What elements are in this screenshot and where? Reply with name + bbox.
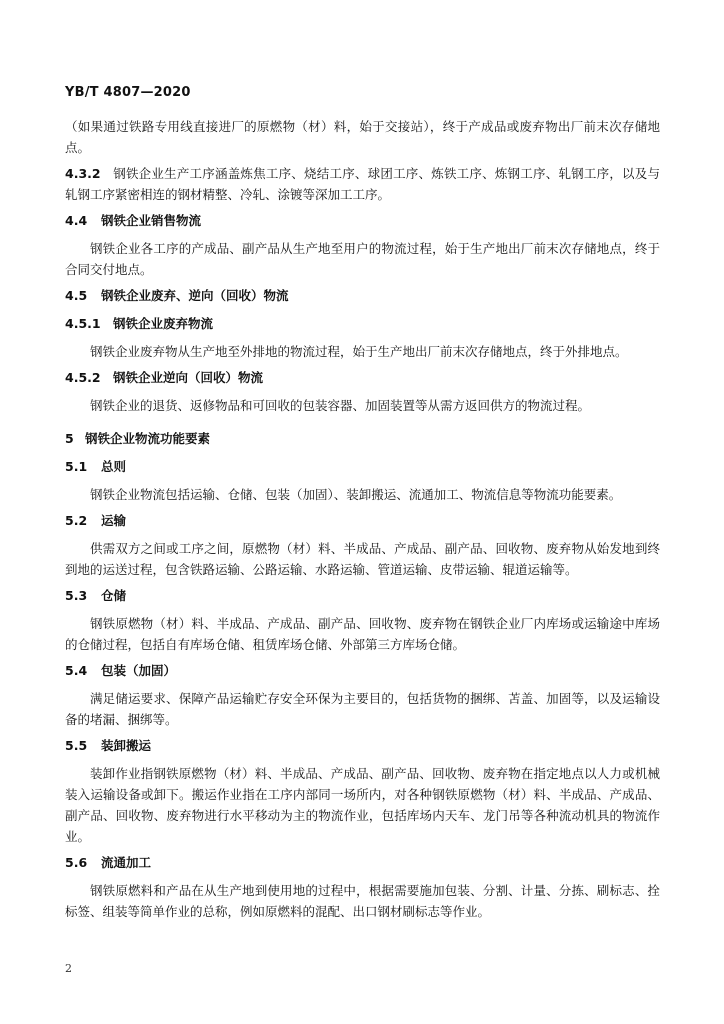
section-title: 钢铁企业废弃、逆向（回收）物流 bbox=[101, 288, 289, 303]
section-heading bbox=[65, 210, 660, 231]
page-number: 2 bbox=[65, 962, 72, 975]
paragraph: 供需双方之间或工序之间，原燃物（材）料、半成品、产成品、副产品、回收物、废弃物从始发地到终到地的运送过程，包含铁路运输、公路运输、水路运输、管道运输、皮带运输、辊道运输等。 bbox=[65, 541, 660, 577]
section-heading bbox=[65, 456, 660, 477]
document-body bbox=[65, 116, 660, 927]
section-title: 钢铁企业废弃物流 bbox=[113, 316, 214, 331]
paragraph: 钢铁企业的退货、返修物品和可回收的包装容器、加固装置等从需方返回供方的物流过程。 bbox=[90, 398, 591, 413]
section-title: 总则 bbox=[101, 459, 127, 474]
paragraph: 钢铁原燃物（材）料、半成品、产成品、副产品、回收物、废弃物在钢铁企业厂内库场或运输途中库场的仓储过程，包括自有库场仓储、租赁库场仓储、外部第三方库场仓储。 bbox=[65, 616, 660, 652]
section-number: 5.4 bbox=[65, 663, 88, 678]
paragraph: 钢铁企业物流包括运输、仓储、包装（加固）、装卸搬运、流通加工、物流信息等物流功能要素。 bbox=[90, 487, 622, 502]
paragraph: 钢铁原燃料和产品在从生产地到使用地的过程中，根据需要施加包装、分割、计量、分拣、刷标志、拴标签、组装等简单作业的总称，例如原燃料的混配、出口钢材刷标志等作业。 bbox=[65, 883, 660, 919]
section-title: 包装（加固） bbox=[101, 663, 177, 678]
section-heading bbox=[65, 510, 660, 531]
section-number: 5.6 bbox=[65, 855, 88, 870]
section-heading bbox=[65, 852, 660, 873]
section-heading bbox=[65, 285, 660, 306]
paragraph: 装卸作业指钢铁原燃物（材）料、半成品、产成品、副产品、回收物、废弃物在指定地点以人力或机械装入运输设备或卸下。搬运作业指在工序内部同一场所内，对各种钢铁原燃物（材）料、半成品、产成品、副产品、回收物、废弃物进行水平移动为主的物流作业，包括库场内天车、龙门吊等各种流动机具的物流作业。 bbox=[65, 766, 660, 844]
section-number: 5.3 bbox=[65, 588, 88, 603]
section-title: 钢铁企业物流功能要素 bbox=[85, 431, 211, 446]
paragraph: 钢铁企业各工序的产成品、副产品从生产地至用户的物流过程，始于生产地出厂前末次存储地点，终于合同交付地点。 bbox=[65, 241, 660, 277]
section-title: 钢铁企业逆向（回收）物流 bbox=[113, 370, 264, 385]
section-number: 4.5 bbox=[65, 288, 88, 303]
section-number: 4.4 bbox=[65, 213, 88, 228]
section-number: 5.2 bbox=[65, 513, 88, 528]
section-heading bbox=[65, 313, 660, 334]
section-number: 4.5.2 bbox=[65, 370, 101, 385]
section-title: 运输 bbox=[101, 513, 127, 528]
paragraph: 钢铁企业废弃物从生产地至外排地的物流过程，始于生产地出厂前末次存储地点，终于外排地点。 bbox=[90, 344, 628, 359]
section-number: 5.1 bbox=[65, 459, 88, 474]
section-heading bbox=[65, 585, 660, 606]
section-title: 流通加工 bbox=[101, 855, 152, 870]
section-number: 4.5.1 bbox=[65, 316, 101, 331]
section-heading bbox=[65, 735, 660, 756]
section-heading bbox=[65, 367, 660, 388]
section-heading bbox=[65, 428, 660, 449]
clause-text: 钢铁企业生产工序涵盖炼焦工序、烧结工序、球团工序、炼铁工序、炼钢工序、轧钢工序，以及与轧钢工序紧密相连的钢材精整、冷轧、涂镀等深加工工序。 bbox=[65, 166, 660, 202]
section-number: 5.5 bbox=[65, 738, 88, 753]
section-number: 5 bbox=[65, 431, 74, 446]
section-title: 仓储 bbox=[101, 588, 127, 603]
clause-number: 4.3.2 bbox=[65, 166, 101, 181]
numbered-paragraph bbox=[65, 163, 660, 205]
paragraph: 满足储运要求、保障产品运输贮存安全环保为主要目的，包括货物的捆绑、苫盖、加固等，以及运输设备的堵漏、捆绑等。 bbox=[65, 691, 660, 727]
section-heading bbox=[65, 660, 660, 681]
section-title: 装卸搬运 bbox=[101, 738, 152, 753]
section-title: 钢铁企业销售物流 bbox=[101, 213, 202, 228]
standard-code-header: YB/T 4807—2020 bbox=[65, 85, 191, 100]
paragraph: （如果通过铁路专用线直接进厂的原燃物（材）料，始于交接站），终于产成品或废弃物出厂前末次存储地点。 bbox=[65, 119, 660, 155]
